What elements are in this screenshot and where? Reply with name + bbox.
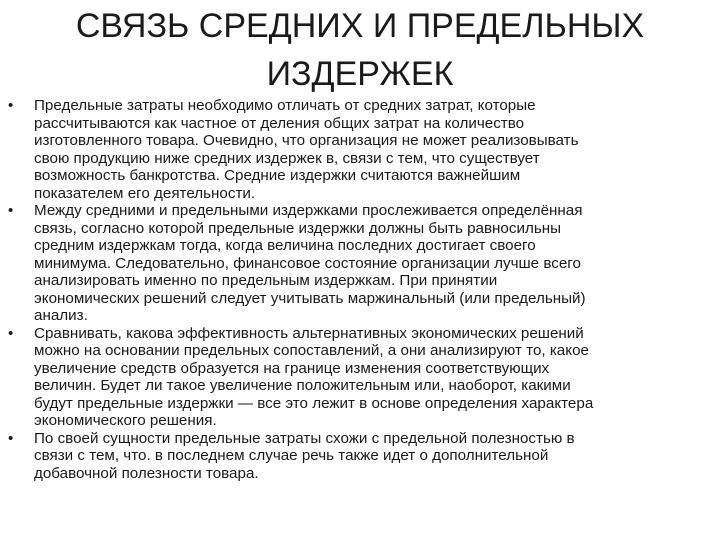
bullet-line: величин. Будет ли такое увеличение положительным или, наоборот, какими [34, 377, 571, 394]
bullet-text [34, 430, 712, 483]
slide-title [0, 2, 720, 98]
bullet-line: экономического решения. [34, 412, 217, 429]
bullet-text [34, 325, 712, 430]
bullet-line: Между средними и предельными издержками прослеживается определённая [34, 202, 583, 219]
bullet-item [0, 430, 720, 483]
bullet-text [34, 202, 712, 325]
bullet-dot-icon: • [8, 202, 14, 219]
bullet-line: добавочной полезности товара. [34, 464, 259, 482]
bullet-line: Сравнивать, какова эффективность альтернативных экономических решений [34, 324, 584, 342]
bullet-item [0, 325, 720, 430]
bullet-line: свою продукцию ниже средних издержек в, связи с тем, что существует [34, 149, 540, 167]
bullet-line: изготовленного товара. Очевидно, что организация не может реализовывать [34, 132, 579, 149]
bullet-line: минимума. Следовательно, финансовое состояние организации лучше всего [34, 254, 581, 272]
bullet-line: Предельные затраты необходимо отличать от средних затрат, которые [34, 97, 536, 114]
bullet-line: экономических решений следует учитывать маржинальный (или предельный) [34, 289, 586, 307]
bullet-line: связь, согласно которой предельные издержки должны быть равносильны [34, 219, 562, 237]
bullet-line: рассчитываются как частное от деления общих затрат на количество [34, 114, 525, 132]
bullet-line: показателем его деятельности. [34, 184, 256, 202]
bullet-line: анализ. [34, 307, 88, 324]
bullet-item [0, 202, 720, 325]
bullet-dot-icon: • [8, 429, 14, 447]
bullet-text [34, 97, 712, 202]
bullet-dot-icon: • [8, 324, 14, 342]
bullet-line: увеличение средств образуется на границе изменения соответствующих [34, 359, 550, 377]
bullet-line: можно на основании предельных сопоставлений, а они анализируют то, какое [34, 342, 589, 359]
slide-title-line: СВЯЗЬ СРЕДНИХ И ПРЕДЕЛЬНЫХ [75, 7, 645, 45]
bullet-line: связи с тем, что. в последнем случае речь также идет о дополнительной [34, 447, 549, 464]
bullet-line: анализировать именно по предельным издержкам. При принятии [34, 272, 498, 289]
bullet-item [0, 97, 720, 202]
slide-title-line: ИЗДЕРЖЕК [266, 55, 454, 93]
bullet-line: будут предельные издержки — все это лежит в основе определения характера [34, 394, 594, 412]
bullet-line: возможность банкротства. Средние издержки считаются важнейшим [34, 167, 521, 184]
bullet-list [0, 97, 720, 482]
bullet-line: По своей сущности предельные затраты схожи с предельной полезностью в [34, 429, 575, 447]
bullet-line: средним издержкам тогда, когда величина последних достигает своего [34, 237, 536, 254]
bullet-dot-icon: • [8, 97, 14, 114]
